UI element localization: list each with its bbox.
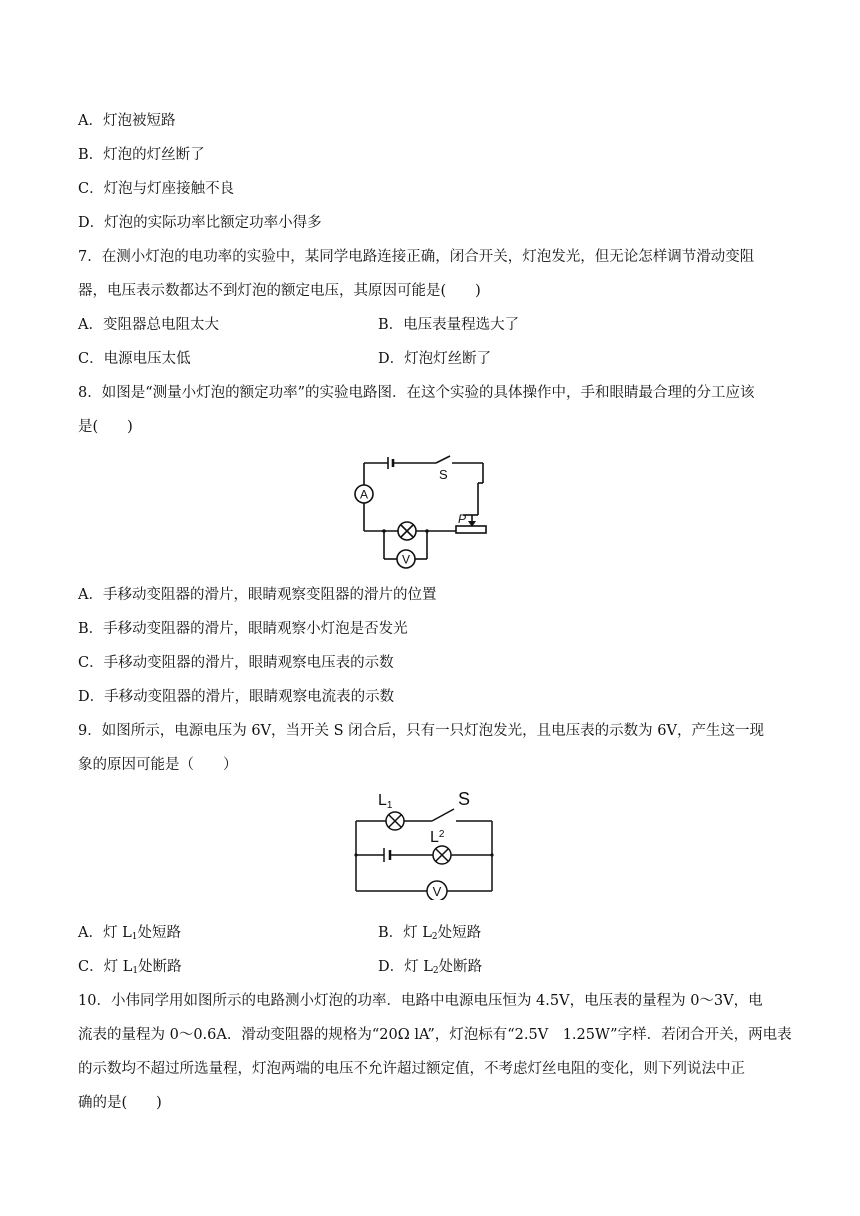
q7-stem-line1: 7．在测小灯泡的电功率的实验中，某同学电路连接正确，闭合开关，灯泡发光，但无论怎样调节滑动变阻: [78, 249, 755, 265]
q7-option-c: C．电源电压太低: [78, 351, 191, 367]
q9-stem-line1: 9．如图所示，电源电压为 6V，当开关 S 闭合后，只有一只灯泡发光，且电压表的示数为 6V，产生这一现: [78, 723, 764, 739]
l1-label: L1: [378, 792, 393, 811]
ammeter-label: A: [359, 487, 369, 502]
q10-stem-line2: 流表的量程为 0～0.6A．滑动变阻器的规格为“20Ω lA”，灯泡标有“2.5V 1.25W”字样．若闭合开关，两电表: [78, 1027, 792, 1043]
q7-option-d: D．灯泡灯丝断了: [378, 351, 492, 367]
q6-option-b: B．灯泡的灯丝断了: [78, 147, 205, 163]
q8-option-d: D．手移动变阻器的滑片，眼睛观察电流表的示数: [78, 689, 395, 705]
switch-blade: [432, 809, 454, 821]
q10-stem-line1: 10．小伟同学用如图所示的电路测小灯泡的功率．电路中电源电压恒为 4.5V，电压表的量程为 0～3V，电: [78, 993, 763, 1009]
q7-option-a: A．变阻器总电阻太大: [78, 317, 219, 333]
q8-stem-line2: 是( ): [78, 419, 133, 435]
q8-option-a: A．手移动变阻器的滑片，眼睛观察变阻器的滑片的位置: [78, 587, 437, 603]
voltmeter-label: V: [432, 884, 442, 899]
q6-option-d: D．灯泡的实际功率比额定功率小得多: [78, 215, 322, 231]
q8-circuit-diagram: [350, 455, 495, 575]
q6-option-a: A．灯泡被短路: [78, 113, 176, 129]
q9-option-d: D．灯 $L_2$处断路: [378, 959, 483, 976]
q9-option-a: A．灯 $L_1$处短路: [78, 925, 181, 942]
voltmeter-label: V: [401, 552, 411, 567]
q7-stem-line2: 器，电压表示数都达不到灯泡的额定电压，其原因可能是( ): [78, 283, 481, 299]
rheostat-resistor: [456, 526, 486, 533]
q7-option-b: B．电压表量程选大了: [378, 317, 520, 333]
q10-stem-line3: 的示数均不超过所选量程，灯泡两端的电压不允许超过额定值，不考虑灯丝电阻的变化，则下列说法中正: [78, 1061, 745, 1077]
q9-option-b: B．灯 $L_2$处短路: [378, 925, 482, 942]
slider-label: P: [458, 512, 467, 526]
q8-option-b: B．手移动变阻器的滑片，眼睛观察小灯泡是否发光: [78, 621, 408, 637]
q9-circuit-diagram: [350, 785, 500, 900]
q9-option-c: C．灯 $L_1$处断路: [78, 959, 182, 976]
q8-option-c: C．手移动变阻器的滑片，眼睛观察电压表的示数: [78, 655, 394, 671]
q6-option-c: C．灯泡与灯座接触不良: [78, 181, 235, 197]
q9-stem-line2: 象的原因可能是（ ）: [78, 757, 238, 773]
switch-label: S: [458, 789, 471, 809]
q8-stem-line1: 8．如图是“测量小灯泡的额定功率”的实验电路图．在这个实验的具体操作中，手和眼睛最合理的分工应该: [78, 385, 755, 401]
l2-label: $L^2$: [430, 829, 445, 846]
switch-label: S: [439, 467, 448, 482]
switch-blade: [436, 456, 450, 463]
q10-stem-line4: 确的是( ): [78, 1095, 162, 1111]
